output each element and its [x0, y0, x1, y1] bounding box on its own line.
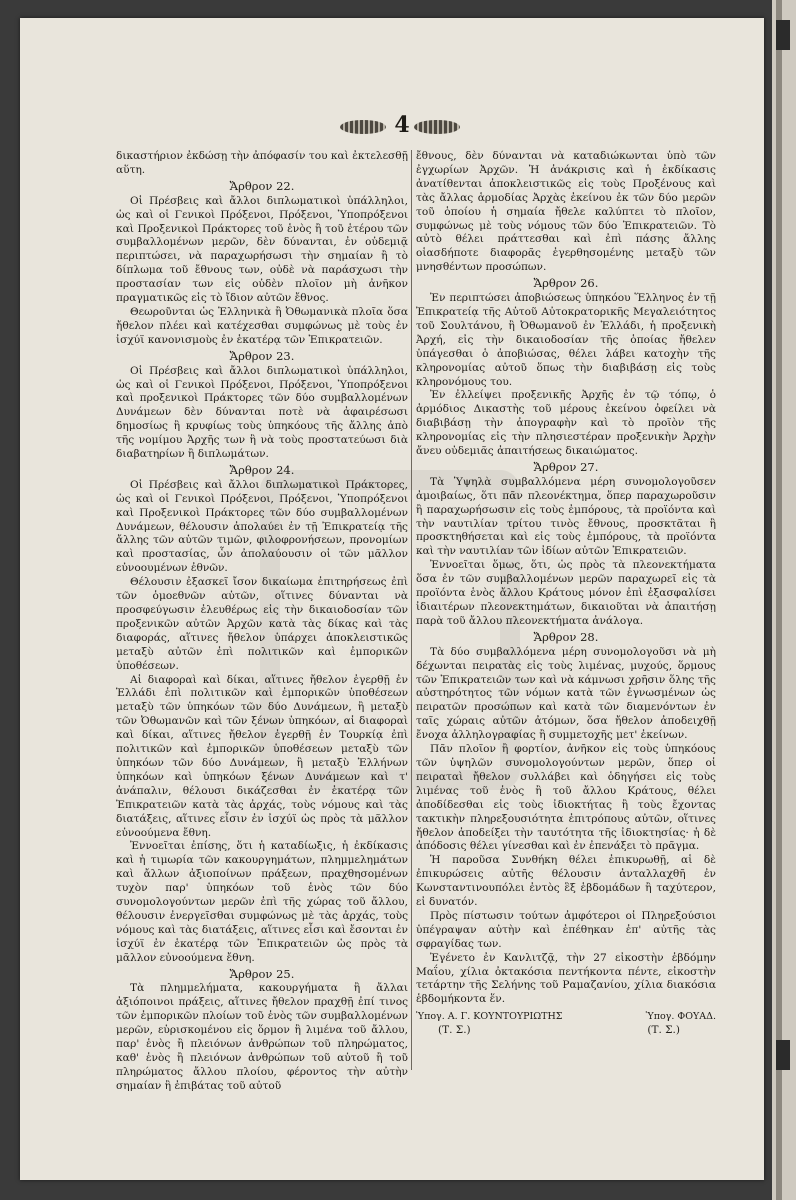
page-header — [340, 112, 460, 140]
article-heading: Ἄρθρον 22. — [229, 178, 295, 193]
paragraph: Ἐννοεῖται ἐπίσης, ὅτι ἡ καταδίωξις, ἡ ἐκδίκασις καὶ ἡ τιμωρία τῶν κακουργημάτων, πλημμελημάτων καὶ ἄλλων ἀξιοποίνων πράξεων, πραχθησομένων τυχὸν παρ' ὑπηκόων τοῦ ἑνὸς τῶν δύο συνομολογούντων μερῶν ἐπὶ τῆς χώρας τοῦ ἄλλου, θέλουσιν ἐνεργεῖσθαι συμφώνως μὲ τὰς ἀρχάς, τοὺς νόμους καὶ τὰς διατάξεις, αἵτινες εἶσι καὶ ἔσονται ἐν ἰσχύϊ ἐν ἑκατέρᾳ τῶν Ἐπικρατειῶν ὡς πρὸς τὰ μᾶλλον εὐνοούμενα ἔθνη. — [116, 840, 408, 964]
signature-left: Ὑπογ. Α. Γ. ΚΟΥΝΤΟΥΡΙΩΤΗΣ — [416, 1011, 563, 1023]
paragraph: Ἡ παροῦσα Συνθήκη θέλει ἐπικυρωθῇ, αἱ δὲ ἐπικυρώσεις αὐτῆς θέλουσιν ἀνταλλαχθῆ ἐν Κωνσταντινουπόλει ἐντὸς ἓξ ἑβδομάδων ἢ ταχύτερον, εἰ δυνατόν. — [416, 854, 716, 909]
paragraph: Τὰ Ὑψηλὰ συμβαλλόμενα μέρη συνομολογοῦσεν ἀμοιβαίως, ὅτι πᾶν πλεονέκτημα, ὅπερ παραχωροῦσιν ἢ παραχωρήσωσιν εἰς τοὺς ἐμπόρους, τὰ προϊόντα καὶ τὴν ναυτιλίαν τρίτου τινὸς ἔθνους, προσκτᾶται ἢ προσκτηθήσεται καὶ εἰς τοὺς ἐμπόρους, τὰ προϊόντα καὶ τὴν ναυτιλίαν τῶν ἰδίων αὐτῶν Ἐπικρατειῶν. — [416, 475, 716, 558]
paragraph: Αἱ διαφοραὶ καὶ δίκαι, αἵτινες ἤθελον ἐγερθῇ ἐν Ἑλλάδι ἐπὶ πολιτικῶν καὶ ἐμπορικῶν ὑποθέσεων μεταξὺ τῶν ὑπηκόων τῶν δύο Δυνάμεων, ἢ μεταξὺ τῶν Ὀθωμανῶν καὶ τῶν ξένων ὑπηκόων, αἱ διαφοραὶ καὶ δίκαι, αἵτινες ἤθελον ἐγερθῇ ἐν Τουρκίᾳ ἐπὶ πολιτικῶν καὶ ἐμπορικῶν ὑποθέσεων μεταξὺ τῶν ὑπηκόων τῶν δύο Δυνάμεων, ἢ μεταξὺ Ἑλλήνων ὑπηκόων καὶ ὑπηκόων ξένων Δυνάμεων καὶ τ' ἀνάπαλιν, θέλουσι δικάζεσθαι ἐν ἑκατέρᾳ τῶν Ἐπικρατειῶν κατὰ τὰς ἀρχάς, τοὺς νόμους καὶ τὰς διατάξεις, αἵτινες εἶσιν ἐν ἰσχύϊ ὡς πρὸς τὰ μᾶλλον εὐνοούμενα ἔθνη. — [116, 673, 408, 839]
binding-tab — [776, 20, 790, 50]
paragraph: Τὰ δύο συμβαλλόμενα μέρη συνομολογοῦσι νὰ μὴ δέχωνται πειρατὰς εἰς τοὺς λιμένας, μυχούς, ὅρμους τῶν Ἐπικρατειῶν των καὶ νὰ κάμνωσι χρῆσιν ὅλης τῆς αὐστηρότητος τῶν νόμων κατὰ τῶν ἐγνωσμένων ὡς πειρατῶν προσώπων καὶ κατὰ τῶν διαμενόντων ἐν ταῖς χώραις αὐτῶν ἀτόμων, ὅσα ἤθελον ἀποδειχθῇ ἔνοχα ἀλληλογραφίας ἢ συμμετοχῆς μετ' ἐκείνων. — [416, 645, 716, 742]
ornament-left-icon — [340, 120, 386, 134]
right-column — [416, 150, 716, 1038]
article-heading: Ἄρθρον 25. — [229, 966, 295, 981]
signature-right: Ὑπογ. ΦΟΥΑΔ. — [645, 1011, 716, 1023]
paragraph: Πρὸς πίστωσιν τούτων ἀμφότεροι οἱ Πληρεξούσιοι ὑπέγραψαν αὐτὴν καὶ ἐπέθηκαν ἐπ' αὐτῆς τὰς σφραγίδας των. — [416, 909, 716, 950]
paragraph: δικαστήριον ἐκδώσῃ τὴν ἀπόφασίν του καὶ ἐκτελεσθῇ αὕτη. — [116, 150, 409, 176]
paragraph: Οἱ Πρέσβεις καὶ ἄλλοι διπλωματικοὶ ὑπάλληλοι, ὡς καὶ οἱ Γενικοὶ Πρόξενοι, Πρόξενοι, Ὑποπρόξενοι καὶ προξενικοὶ Πράκτορες τῶν δύο συμβαλλομένων Δυνάμεων δὲν δύνανται ποτὲ νὰ ἀφαιρέσωσι δημοσίως ἢ κρυφίως τοὺς ὑπηκόους τῆς ἄλλης ἀπὸ τῆς νομίμου Ἀρχῆς των ἢ νὰ τοὺς προστατεύωσι διὰ διαβατηρίων ἢ διπλωμάτων. — [116, 364, 408, 461]
paragraph: Πᾶν πλοῖον ἢ φορτίον, ἀνῆκον εἰς τοὺς ὑπηκόους τῶν ὑψηλῶν συνομολογούντων μερῶν, ὅπερ οἱ πειραταὶ ἤθελον συλλάβει καὶ ὁδηγήσει εἰς τοὺς λιμένας τοῦ ἑνὸς ἢ τοῦ ἄλλου Κράτους, θέλει ἀποδίδεσθαι εἰς τοὺς ἰδιοκτήτας ἢ τοὺς ἔχοντας τακτικὴν πληρεξουσιότητα ἐπιτρόπους αὐτῶν, οἵτινες ἤθελον ἀποδείξει τὴν ταυτότητα τῆς ἰδιοκτησίας· ἡ δὲ ἀπόδοσις θέλει γίνεσθαι καὶ ἐν ἐπενάξει τὸ πρᾶγμα. — [416, 743, 716, 853]
signature-row — [416, 1010, 716, 1024]
paragraph: Τὰ πλημμελήματα, κακουργήματα ἢ ἄλλαι ἀξιόποινοι πράξεις, αἵτινες ἤθελον πραχθῇ ἐπί τινος τῶν ἐμπορικῶν πλοίων τοῦ ἑνὸς τῶν συμβαλλομένων μερῶν, εὑρισκομένου εἰς ὅρμον ἢ λιμένα τοῦ ἄλλου, παρ' ἑνὸς ἢ πλειόνων ἀνθρώπων τοῦ πληρώματος, καθ' ἑνὸς ἢ πλειόνων ἀνθρώπων τοῦ αὐτοῦ ἢ τοῦ πληρώματος ἄλλου πλοίου, φέροντος τὴν αὐτὴν σημαίαν ἢ ἐπιβάτας τοῦ αὐτοῦ — [116, 982, 408, 1092]
paragraph: Ἐν ἐλλείψει προξενικῆς Ἀρχῆς ἐν τῷ τόπῳ, ὁ ἁρμόδιος Δικαστὴς τοῦ μέρους ἐκείνου ὀφείλει νὰ διαβιβάσῃ τὴν ἀπογραφὴν καὶ τὸ προϊὸν τῆς κληρονομίας εἰς τὴν πλησιεστέραν προξενικὴν Ἀρχὴν ἄνευ οὐδεμιᾶς ἀπαιτήσεως δικαιώματος. — [416, 389, 716, 458]
binding-tab — [776, 1040, 790, 1070]
paragraph: Ἐγένετο ἐν Κανλιτζᾷ, τὴν 27 εἰκοστὴν ἑβδόμην Μαΐου, χίλια ὀκτακόσια πεντήκοντα πέντε, εἰκοστὴν τετάρτην τῆς Σελήνης τοῦ Ραμαζανίου, χίλια διακόσια ἑβδομήκοντα ἕν. — [416, 951, 716, 1006]
column-divider — [411, 150, 412, 1070]
seal-row — [416, 1024, 716, 1038]
paragraph: Θεωροῦνται ὡς Ἑλληνικὰ ἢ Ὀθωμανικὰ πλοῖα ὅσα ἤθελον πλέει καὶ κατέχεσθαι συμφώνως μὲ τοὺς ἐν ἰσχύϊ κανονισμοὺς ἐν ἑκατέρᾳ τῶν Ἐπικρατειῶν. — [116, 305, 408, 346]
article-heading: Ἄρθρον 23. — [229, 348, 295, 363]
article-heading: Ἄρθρον 24. — [229, 462, 295, 477]
paragraph: Οἱ Πρέσβεις καὶ ἄλλοι διπλωματικοὶ Πράκτορες, ὡς καὶ οἱ Γενικοὶ Πρόξενοι, Πρόξενοι, Ὑποπρόξενοι καὶ Προξενικοὶ Πράκτορες τῶν δύο συμβαλλομένων Δυνάμεων, θέλουσιν ἀπολαύει ἐν τῇ Ἐπικρατείᾳ τῆς ἄλλης τῶν αὐτῶν τιμῶν, φιλοφρονήσεων, προνομίων καὶ προστασίας, ὧν ἀπολαύουσιν οἱ τῶν μᾶλλον εὐνοουμένων ἐθνῶν. — [116, 478, 408, 575]
left-column — [116, 150, 408, 1094]
paragraph: Ἐννοεῖται ὅμως, ὅτι, ὡς πρὸς τὰ πλεονεκτήματα ὅσα ἐν τῶν συμβαλλομένων μερῶν παραχωρεῖ εἰς τὰ προϊόντα ἑνὸς ἄλλου Κράτους μόνον ἐπὶ ἐξασφαλίσει ἰδιαιτέρων πλεονεκτημάτων, δικαιοῦται νὰ ἀπαιτήσῃ παρὰ τοῦ ἄλλου πλεονεκτήματα ἀνάλογα. — [416, 559, 716, 627]
page-number: 4 — [394, 112, 410, 138]
paragraph: ἔθνους, δὲν δύνανται νὰ καταδιώκωνται ὑπὸ τῶν ἐγχωρίων Ἀρχῶν. Ἡ ἀνάκρισις καὶ ἡ ἐκδίκασις ἀνατίθενται ἀποκλειστικῶς εἰς τοὺς Προξένους καὶ τὰς ἄλλας ἁρμοδίας Ἀρχὰς ἐκείνου ἐκ τῶν δύο μερῶν τοῦ ὁποίου ἡ σημαία ἤθελε καλύπτει τὸ πλοῖον, συμφώνως μὲ τοὺς νόμους τῶν δύο Ἐπικρατειῶν. Τὸ αὐτὸ θέλει πράττεσθαι καὶ ἐπὶ πάσης ἄλλης οἱασδήποτε διαφορᾶς ἐγερθησομένης μεταξὺ τῶν μνησθέντων προσώπων. — [416, 150, 716, 274]
seal-left: (Τ. Σ.) — [438, 1024, 471, 1037]
scanner-edge — [772, 0, 796, 1200]
seal-right: (Τ. Σ.) — [647, 1024, 680, 1037]
ornament-right-icon — [414, 120, 460, 134]
article-heading: Ἄρθρον 26. — [533, 276, 599, 291]
paragraph: Θέλουσιν ἐξασκεῖ ἴσον δικαίωμα ἐπιτηρήσεως ἐπὶ τῶν ὁμοεθνῶν αὐτῶν, οἵτινες δύνανται νὰ προσφεύγωσιν ἐλευθέρως εἰς τὴν δικαιοδοσίαν τῶν προξενικῶν αὐτῶν Ἀρχῶν κατὰ τὰς δίκας καὶ τὰς διαφοράς, αἵτινες ἤθελον ὑπάρχει ἀποκλειστικῶς μεταξὺ αὐτῶν ἐπὶ πολιτικῶν καὶ ἐμπορικῶν ὑποθέσεων. — [116, 576, 408, 672]
paragraph: Ἐν περιπτώσει ἀποβιώσεως ὑπηκόου Ἕλληνος ἐν τῇ Ἐπικρατείᾳ τῆς Αὐτοῦ Αὐτοκρατορικῆς Μεγαλειότητος τοῦ Σουλτάνου, ἢ Ὀθωμανοῦ ἐν Ἑλλάδι, ἡ προξενικὴ Ἀρχή, εἰς τὴν δικαιοδοσίαν τῆς ὁποίας ἤθελεν ὑπάγεσθαι ὁ ἀποβιώσας, θέλει λάβει κατοχὴν τῆς κληρονομίας αὐτοῦ ὅπως τὴν διαβιβάσῃ εἰς τοὺς κληρονόμους του. — [416, 292, 716, 388]
article-heading: Ἄρθρον 27. — [533, 459, 599, 474]
article-heading: Ἄρθρον 28. — [533, 629, 599, 644]
paragraph: Οἱ Πρέσβεις καὶ ἄλλοι διπλωματικοὶ ὑπάλληλοι, ὡς καὶ οἱ Γενικοὶ Πρόξενοι, Πρόξενοι, Ὑποπρόξενοι καὶ Προξενικοὶ Πράκτορες τοῦ ἑνὸς ἢ τοῦ ἑτέρου τῶν συμβαλλομένων μερῶν, δὲν δύνανται, ἐν οὐδεμιᾷ περιπτώσει, νὰ παραχωρήσωσι τὴν σημαίαν ἢ τὸ δίπλωμα τοῦ ἔθνους των, οὐδὲ νὰ παράσχωσι τὴν προστασίαν των εἰς οὐδὲν πλοῖον μὴ ἀνῆκον πραγματικῶς εἰς τὸ ἴδιον αὐτῶν ἔθνος. — [116, 194, 408, 305]
